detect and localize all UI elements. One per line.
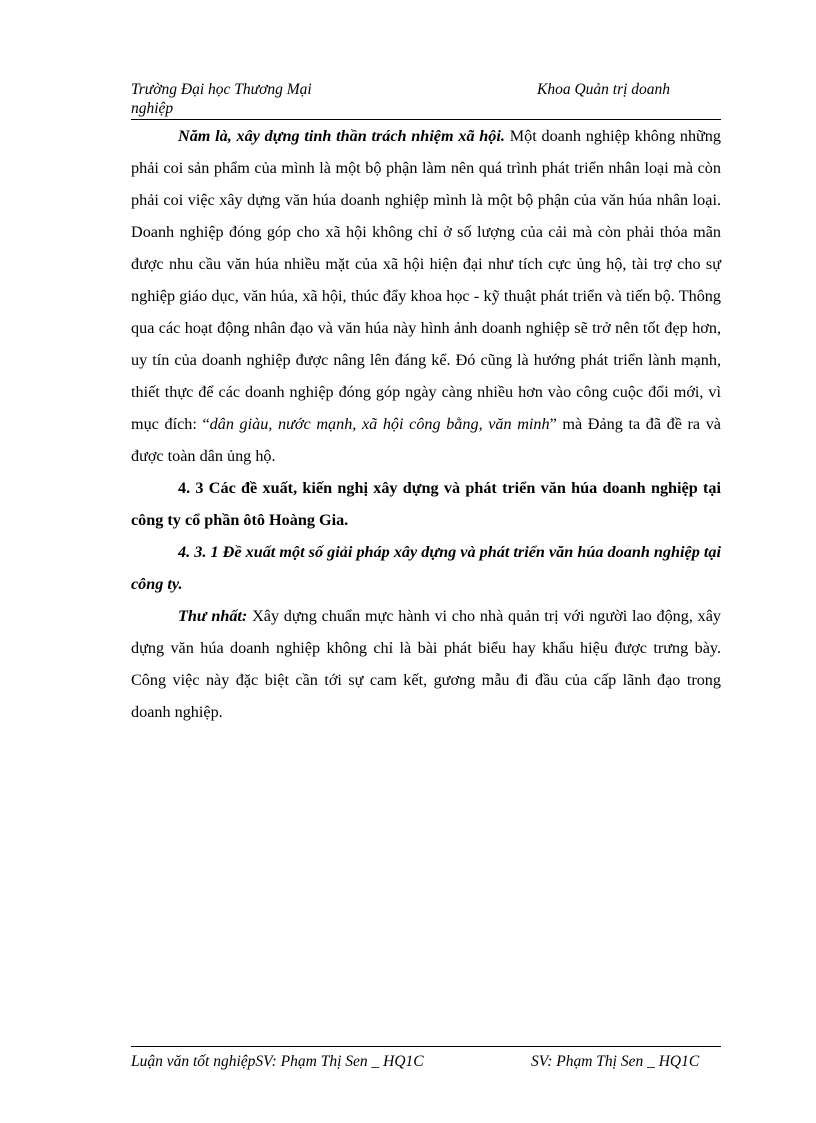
paragraph-text-end: ” mà Đảng ta đã đề ra và được toàn dân ủng hộ.: [131, 415, 721, 465]
paragraph-text: Xây dựng chuẩn mực hành vi cho nhà quản trị với người lao động, xây dựng văn húa doanh nghiệp không chỉ là bài phát biểu hay khẩu hiệu được trưng bày. Công việc này đặc biệt cần tới sự cam kết, gương mẫu đi đầu của cấp lãnh đạo trong doanh nghiệp.: [131, 607, 722, 721]
header-university: Trường Đại học Thương Mại: [131, 81, 312, 98]
header-faculty-continuation: nghiệp: [131, 100, 174, 117]
paragraph-lead: Năm là, xây dựng tinh thần trách nhiệm xã hội.: [178, 127, 505, 145]
footer-thesis-label: Luận văn tốt nghiệpSV: Phạm Thị Sen _ HQ1C: [131, 1053, 424, 1070]
header-faculty: Khoa Quản trị doanh: [537, 81, 671, 98]
footer-student: SV: Phạm Thị Sen _ HQ1C: [531, 1053, 700, 1070]
page-header: [131, 76, 721, 122]
section-heading: 4. 3 Các đề xuất, kiến nghị xây dựng và phát triển văn húa doanh nghiệp tại công ty cổ phần ôtô Hoàng Gia.: [131, 479, 721, 529]
paragraph-text: Một doanh nghiệp không những phải coi sản phẩm của mình là một bộ phận làm nên quá trình phát triển nhân loại mà còn phải coi việc xây dựng văn húa doanh nghiệp mình là một bộ phận của văn húa nhân loại. Doanh nghiệp đóng góp cho xã hội không chỉ ở số lượng của cải mà còn phải thỏa mãn được nhu cầu văn húa nhiều mặt của xã hội hiện đại như tích cực ủng hộ, tài trợ cho sự nghiệp giáo dục, văn húa, xã hội, thúc đẩy khoa học - kỹ thuật phát triển và tiến bộ. Thông qua các hoạt động nhân đạo và văn húa này hình ảnh doanh nghiệp sẽ trở nên tốt đẹp hơn, uy tín của doanh nghiệp được nâng lên đáng kể. Đó cũng là hướng phát triển lành mạnh, thiết thực để các doanh nghiệp đóng góp ngày càng nhiều hơn vào công cuộc đổi mới, vì mục đích: “: [131, 127, 721, 433]
footer-rule: [131, 1046, 721, 1047]
page-body: [131, 120, 721, 728]
paragraph-first-solution: [131, 600, 721, 728]
paragraph-social-responsibility: [131, 120, 721, 472]
paragraph-quote: dân giàu, nước mạnh, xã hội công bằng, văn minh: [209, 415, 550, 433]
subsection-heading: 4. 3. 1 Đề xuất một số giải pháp xây dựng và phát triển văn húa doanh nghiệp tại công ty.: [131, 543, 721, 593]
paragraph-lead: Thư nhất:: [178, 607, 248, 625]
